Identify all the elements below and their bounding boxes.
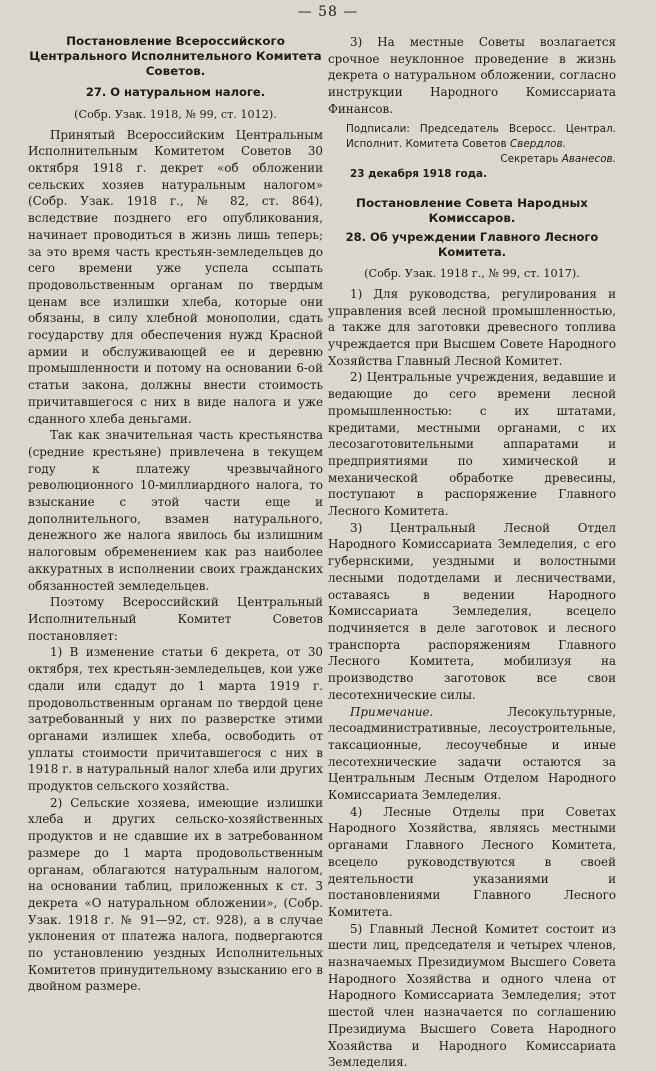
signature-label: Подписали: Председатель Всеросс. Централ. Исполнит. Комитета Советов (346, 122, 616, 150)
paragraph: 2) Сельские хозяева, имеющие излишки хлеба и других сельско-хозяйственных продуктов и не сдавшие их в затребованном размере до 1 марта продовольственным органам, облагаются натуральным налогом, на основании таблиц, приложенных к ст. 3 декрета «О натуральном обложении», (Собр. Узак. 1918 г. № 91—92, ст. 928), а в случае уклонения от платежа налога, подвергаются по установлению уездных Исполнительных Комитетов принудительному взысканию его в двойном размере. (28, 795, 323, 994)
right-column (328, 34, 616, 1071)
signature-label: Секретарь (500, 152, 559, 165)
decree-heading: Постановление Всероссийского Центрального Исполнительного Комитета Советов. (29, 34, 322, 79)
paragraph: 3) На местные Советы возлагается срочное неуклонное проведение в жизнь декрета о натуральном обложении, согласно инструкции Народного Комиссариата Финансов. (328, 35, 616, 116)
paragraph: 4) Лесные Отделы при Советах Народного Хозяйства, являясь местными органами Главного Лесного Комитета, всецело руководствуются в своей деятельности указаниями и постановлениями Главного Лесного Комитета. (328, 804, 616, 919)
paragraph: 1) Для руководства, регулирования и управления всей лесной промышленностью, а также для заготовки древесного топлива учреждается при Высшем Совете Народного Хозяйства Главный Лесной Комитет. (328, 286, 616, 368)
paragraph: 3) Центральный Лесной Отдел Народного Комиссариата Земледелия, с его губернскими, уездными и волостными лесными подотделами и лесничествами, оставаясь в ведении Народного Комиссариата Земледелия, всецело подчиняется в деле заготовок и лесного транспорта распоряжениям Главного Лесного Комитета, мобилизуя на производство заготовок все свои лесотехнические силы. (328, 520, 616, 702)
decree-heading: Постановление Совета Народных Комиссаров. (356, 195, 588, 225)
note-label: Примечание. (350, 704, 434, 719)
paragraph: 5) Главный Лесной Комитет состоит из шести лиц, председателя и четырех членов, назначаемых Президиумом Высшего Совета Народного Хозяйства и одного члена от Народного Комиссариата Земледелия; этот шестой член назначается по соглашению Президиума Высшего Совета Народного Хозяйства и Народного Комиссариата Земледелия. (328, 921, 616, 1070)
signature-block (328, 122, 616, 152)
decree-date: 23 декабря 1918 года. (350, 167, 488, 180)
signature-name: Свердлов. (509, 137, 566, 150)
paragraph: Принятый Всероссийским Центральным Исполнительным Комитетом Советов 30 октября 1918 г. декрет «об обложении сельских хозяев натуральным налогом» (Собр. Узак. 1918 г., № 82, ст. 864), вследствие позднего его опубликования, начинает проводиться в жизнь лишь теперь; за это время часть крестьян-земледельцев до сего времени уже успела ссыпать продовольственным органам по твердым ценам все излишки хлеба, которые они обязаны, в силу хлебной монополии, сдать государству для обеспечения нужд Красной армии и обслуживающей ее и деревню промышленности и потому на основании 6-ой статьи закона, должны внести стоимость причитавшегося с них в виде налога и уже сданного хлеба деньгами. (28, 127, 323, 426)
source-citation: (Собр. Узак. 1918 г., № 99, ст. 1017). (364, 266, 580, 280)
secretary-signature (328, 152, 616, 167)
note-text: Лесокультурные, лесоадминистративные, лесоустроительные, таксационные, лесоучебные и иные лесотехнические задачи остаются за Центральным Лесным Отделом Народного Комиссариата Земледелия. (328, 704, 616, 803)
paragraph: Так как значительная часть крестьянства (средние крестьяне) привлечена в текущем году к платежу чрезвычайного революционного 10-миллиардного налога, то взыскание с этой части еще и дополнительного, взамен натурального, денежного же налога явилось бы излишним налоговым обременением как раз наиболее аккуратных в исполнении своих гражданских обязанностей земледельцев. (28, 428, 323, 593)
source-citation: (Собр. Узак. 1918, № 99, ст. 1012). (74, 107, 277, 121)
paragraph: Поэтому Всероссийский Центральный Исполнительный Комитет Советов постановляет: (28, 595, 323, 643)
page-number: — 58 — (297, 4, 359, 20)
note-paragraph (328, 704, 616, 804)
signature-name: Аванесов. (561, 152, 616, 165)
left-column (28, 34, 323, 995)
decree-title: 27. О натуральном налоге. (85, 84, 266, 99)
decree-title: 28. Об учреждении Главного Лесного Комитета. (345, 229, 599, 259)
paragraph: 2) Центральные учреждения, ведавшие и ведающие до сего времени лесной промышленностью: с их штатами, кредитами, местными органами, с их лесозаготовительными аппаратами и предприятиями по химической и механической обработке древесины, поступают в распоряжение Главного Лесного Комитета. (328, 370, 616, 519)
paragraph: 1) В изменение статьи 6 декрета, от 30 октября, тех крестьян-земледельцев, кои уже сдали или сдадут до 1 марта 1919 г. продовольственным органам по твердой цене затребованный у них по разверстке этими органами излишек хлеба, освободить от уплаты стоимости причитавшегося с них в 1918 г. в натуральный налог хлеба или других продуктов сельского хозяйства. (28, 645, 323, 794)
